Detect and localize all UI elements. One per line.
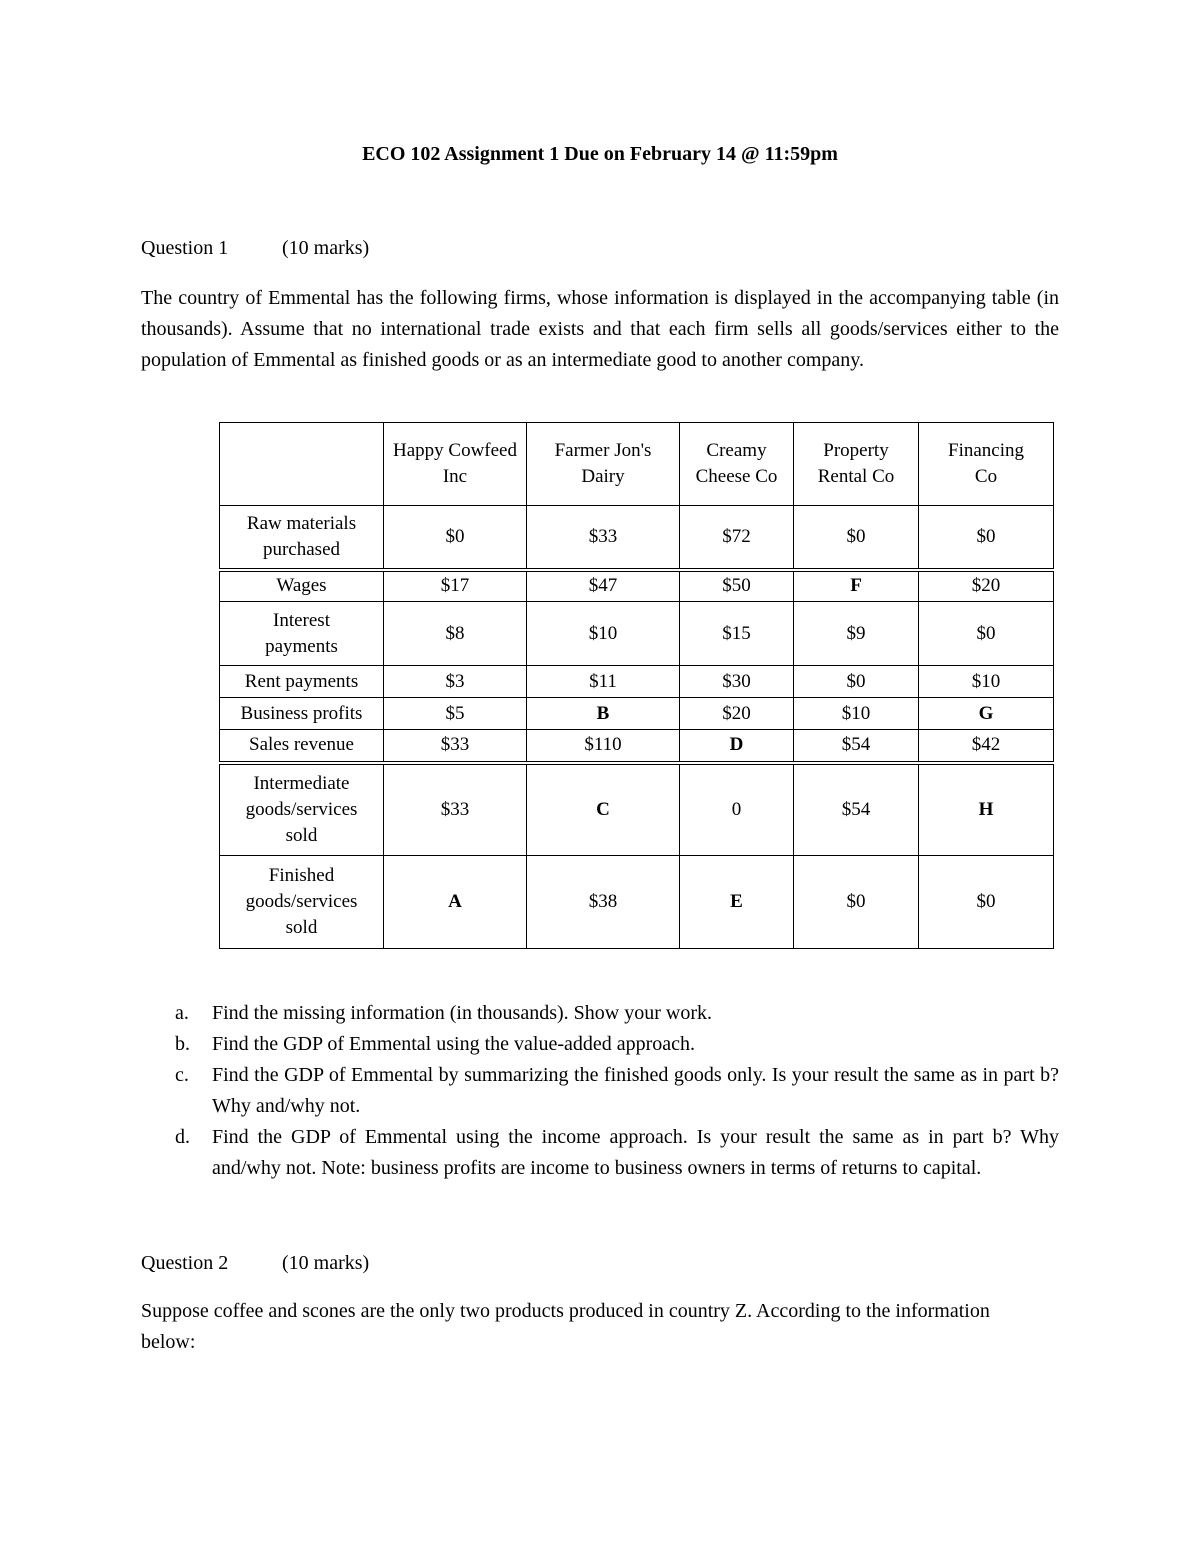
table-header-row xyxy=(220,423,1054,506)
question-part xyxy=(141,1029,1059,1060)
document-title: ECO 102 Assignment 1 Due on February 14 @ 11:59pm xyxy=(362,143,838,165)
table-cell: $33 xyxy=(384,763,527,856)
table-row xyxy=(220,856,1054,949)
question-2-heading xyxy=(141,1252,370,1275)
table-cell: $54 xyxy=(794,730,919,763)
table-cell: $20 xyxy=(680,698,794,730)
table-cell: A xyxy=(384,856,527,949)
question-1-parts xyxy=(141,998,1059,1184)
question-1-marks: (10 marks) xyxy=(282,237,370,259)
table-cell: $0 xyxy=(919,602,1054,666)
table-cell: $17 xyxy=(384,570,527,602)
table-cell: $5 xyxy=(384,698,527,730)
firms-table xyxy=(219,422,1054,949)
question-1-text: The country of Emmental has the following firms, whose information is displayed in the accompanying table (in thousands). Assume that no international trade exists and that each firm sells all goods/services either to the population of Emmental as finished goods or as an intermediate good to another company. xyxy=(141,287,1059,371)
table-cell: $10 xyxy=(527,602,680,666)
table-cell: $8 xyxy=(384,602,527,666)
question-part xyxy=(141,1122,1059,1184)
part-text: Find the GDP of Emmental using the income approach. Is your result the same as in part b? Why and/why not. Note: business profits are income to business owners in terms of returns to capital. xyxy=(212,1126,1059,1179)
table-cell: D xyxy=(680,730,794,763)
table-cell: $10 xyxy=(919,666,1054,698)
row-label: Business profits xyxy=(220,698,384,730)
table-cell: $33 xyxy=(384,730,527,763)
table-cell: $50 xyxy=(680,570,794,602)
part-text: Find the GDP of Emmental by summarizing the finished goods only. Is your result the same as in part b? Why and/why not. xyxy=(212,1064,1059,1117)
table-row xyxy=(220,666,1054,698)
table-cell: $47 xyxy=(527,570,680,602)
question-2-label: Question 2 xyxy=(141,1252,229,1274)
table-header-cell: Property Rental Co xyxy=(794,423,919,506)
table-cell: $15 xyxy=(680,602,794,666)
table-cell: $110 xyxy=(527,730,680,763)
part-letter: a. xyxy=(175,1002,189,1024)
table-row xyxy=(220,730,1054,763)
table-row xyxy=(220,763,1054,856)
question-part xyxy=(141,1060,1059,1122)
part-letter: c. xyxy=(175,1064,189,1086)
row-label: Sales revenue xyxy=(220,730,384,763)
row-label: Finished goods/services sold xyxy=(220,856,384,949)
table-cell: $30 xyxy=(680,666,794,698)
table-cell: G xyxy=(919,698,1054,730)
table-cell: 0 xyxy=(680,763,794,856)
row-label: Wages xyxy=(220,570,384,602)
table-cell: $42 xyxy=(919,730,1054,763)
part-text: Find the GDP of Emmental using the value-added approach. xyxy=(212,1033,696,1055)
part-letter: d. xyxy=(175,1126,190,1148)
table-header-cell: Financing Co xyxy=(919,423,1054,506)
table-cell: F xyxy=(794,570,919,602)
table-cell: $0 xyxy=(919,856,1054,949)
question-1-heading xyxy=(141,237,370,260)
table-cell: $3 xyxy=(384,666,527,698)
table-cell: C xyxy=(527,763,680,856)
question-2-marks: (10 marks) xyxy=(282,1252,370,1274)
part-text: Find the missing information (in thousands). Show your work. xyxy=(212,1002,712,1024)
table-cell: $20 xyxy=(919,570,1054,602)
table-row xyxy=(220,506,1054,570)
table-cell: $0 xyxy=(794,666,919,698)
table-cell: $38 xyxy=(527,856,680,949)
table-header-cell: Creamy Cheese Co xyxy=(680,423,794,506)
table-cell: B xyxy=(527,698,680,730)
table-header-cell xyxy=(220,423,384,506)
row-label: Interest payments xyxy=(220,602,384,666)
table-cell: $11 xyxy=(527,666,680,698)
table-cell: $72 xyxy=(680,506,794,570)
table-header-cell: Happy Cowfeed Inc xyxy=(384,423,527,506)
row-label: Intermediate goods/services sold xyxy=(220,763,384,856)
question-part xyxy=(141,998,1059,1029)
table-cell: E xyxy=(680,856,794,949)
table-cell: $9 xyxy=(794,602,919,666)
part-letter: b. xyxy=(175,1033,190,1055)
table-cell: $54 xyxy=(794,763,919,856)
row-label: Rent payments xyxy=(220,666,384,698)
table-header-cell: Farmer Jon's Dairy xyxy=(527,423,680,506)
question-1-label: Question 1 xyxy=(141,237,229,259)
question-2-text: Suppose coffee and scones are the only two products produced in country Z. According to the information below: xyxy=(141,1300,990,1353)
table-cell: $33 xyxy=(527,506,680,570)
table-cell: $0 xyxy=(919,506,1054,570)
table-row xyxy=(220,602,1054,666)
table-cell: H xyxy=(919,763,1054,856)
table-cell: $10 xyxy=(794,698,919,730)
table-row xyxy=(220,570,1054,602)
table-cell: $0 xyxy=(384,506,527,570)
table-cell: $0 xyxy=(794,856,919,949)
table-cell: $0 xyxy=(794,506,919,570)
row-label: Raw materials purchased xyxy=(220,506,384,570)
table-row xyxy=(220,698,1054,730)
